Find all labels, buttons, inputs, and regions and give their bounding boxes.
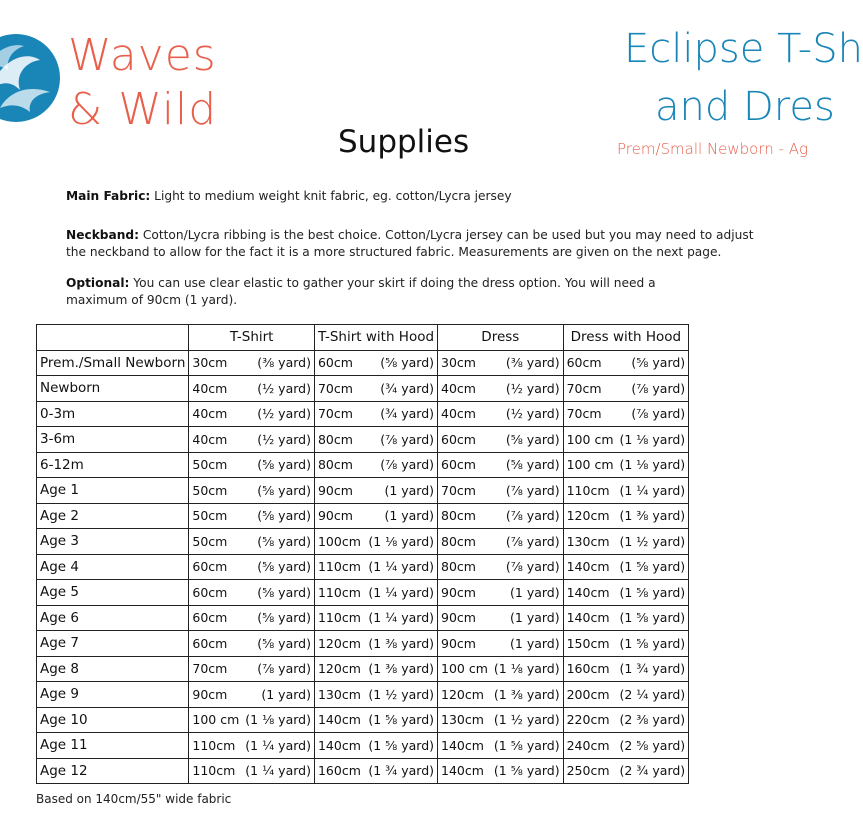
metric-length-cell: 140cm <box>563 554 616 580</box>
metric-length-cell: 70cm <box>563 376 616 402</box>
yard-length-cell: (⅝ yard) <box>242 452 314 478</box>
metric-length-cell: 60cm <box>189 631 242 657</box>
yard-length-cell: (⅝ yard) <box>491 427 563 453</box>
yard-length-cell: (2 ⅝ yard) <box>617 733 689 759</box>
table-header-tshirt-hood: T-Shirt with Hood <box>314 325 437 351</box>
size-cell: Age 5 <box>37 580 189 606</box>
metric-length-cell: 90cm <box>189 682 242 708</box>
yard-length-cell: (1 ½ yard) <box>491 707 563 733</box>
metric-length-cell: 200cm <box>563 682 616 708</box>
table-row <box>37 580 689 606</box>
yard-length-cell: (1 ⅝ yard) <box>617 580 689 606</box>
metric-length-cell: 90cm <box>314 503 364 529</box>
size-cell: 3-6m <box>37 427 189 453</box>
metric-length-cell: 40cm <box>189 401 242 427</box>
yard-length-cell: (1 ⅝ yard) <box>491 758 563 784</box>
pattern-title-line1: Eclipse T-Sh <box>624 26 863 72</box>
metric-length-cell: 120cm <box>314 656 364 682</box>
table-row <box>37 478 689 504</box>
yard-length-cell: (⅞ yard) <box>617 401 689 427</box>
yard-length-cell: (⅝ yard) <box>242 554 314 580</box>
yard-length-cell: (1 ¼ yard) <box>617 478 689 504</box>
table-row <box>37 707 689 733</box>
metric-length-cell: 60cm <box>438 427 491 453</box>
metric-length-cell: 110cm <box>189 758 242 784</box>
yard-length-cell: (1 ⅛ yard) <box>617 427 689 453</box>
size-cell: 0-3m <box>37 401 189 427</box>
yard-length-cell: (1 yard) <box>491 631 563 657</box>
yard-length-cell: (¾ yard) <box>364 401 437 427</box>
table-row <box>37 631 689 657</box>
metric-length-cell: 80cm <box>438 529 491 555</box>
metric-length-cell: 50cm <box>189 503 242 529</box>
metric-length-cell: 140cm <box>563 605 616 631</box>
yard-length-cell: (1 ⅝ yard) <box>617 605 689 631</box>
waves-logo-icon <box>0 30 62 130</box>
yard-length-cell: (⅝ yard) <box>491 452 563 478</box>
metric-length-cell: 50cm <box>189 529 242 555</box>
yard-length-cell: (2 ¼ yard) <box>617 682 689 708</box>
metric-length-cell: 140cm <box>438 733 491 759</box>
optional-text: You can use clear elastic to gather your skirt if doing the dress option. You will need a maximum of 90cm (1 yard). <box>66 276 656 307</box>
size-cell: Age 11 <box>37 733 189 759</box>
yard-length-cell: (⅞ yard) <box>491 529 563 555</box>
metric-length-cell: 100 cm <box>563 427 616 453</box>
metric-length-cell: 130cm <box>438 707 491 733</box>
metric-length-cell: 60cm <box>189 554 242 580</box>
yard-length-cell: (⅝ yard) <box>242 478 314 504</box>
table-row <box>37 656 689 682</box>
metric-length-cell: 240cm <box>563 733 616 759</box>
size-cell: Age 8 <box>37 656 189 682</box>
metric-length-cell: 70cm <box>563 401 616 427</box>
metric-length-cell: 60cm <box>563 350 616 376</box>
size-cell: Age 4 <box>37 554 189 580</box>
metric-length-cell: 80cm <box>438 554 491 580</box>
yard-length-cell: (⅜ yard) <box>242 350 314 376</box>
yard-length-cell: (1 ⅜ yard) <box>491 682 563 708</box>
size-cell: Age 12 <box>37 758 189 784</box>
yard-length-cell: (1 ¼ yard) <box>364 605 437 631</box>
brand-name-line1: Waves <box>68 30 217 81</box>
metric-length-cell: 40cm <box>438 376 491 402</box>
page-title: Supplies <box>338 124 470 160</box>
yard-length-cell: (1 yard) <box>364 503 437 529</box>
yard-length-cell: (1 ¾ yard) <box>364 758 437 784</box>
metric-length-cell: 110cm <box>189 733 242 759</box>
yard-length-cell: (1 ⅝ yard) <box>491 733 563 759</box>
yard-length-cell: (1 ¼ yard) <box>242 733 314 759</box>
yard-length-cell: (½ yard) <box>242 376 314 402</box>
metric-length-cell: 130cm <box>563 529 616 555</box>
yard-length-cell: (1 ⅜ yard) <box>617 503 689 529</box>
metric-length-cell: 100 cm <box>438 656 491 682</box>
table-header-size <box>37 325 189 351</box>
yard-length-cell: (⅞ yard) <box>491 478 563 504</box>
table-row <box>37 554 689 580</box>
size-cell: Age 9 <box>37 682 189 708</box>
table-header-tshirt: T-Shirt <box>189 325 315 351</box>
metric-length-cell: 70cm <box>189 656 242 682</box>
size-cell: Newborn <box>37 376 189 402</box>
table-row <box>37 733 689 759</box>
metric-length-cell: 30cm <box>438 350 491 376</box>
main-fabric-label: Main Fabric: <box>66 189 151 203</box>
yard-length-cell: (1 ½ yard) <box>364 682 437 708</box>
table-row <box>37 682 689 708</box>
size-cell: Prem./Small Newborn <box>37 350 189 376</box>
yard-length-cell: (⅝ yard) <box>242 605 314 631</box>
yard-length-cell: (1 ¾ yard) <box>617 656 689 682</box>
table-body <box>37 350 689 784</box>
yard-length-cell: (1 ½ yard) <box>617 529 689 555</box>
metric-length-cell: 60cm <box>189 580 242 606</box>
metric-length-cell: 30cm <box>189 350 242 376</box>
fabric-requirements-table <box>36 324 689 784</box>
metric-length-cell: 50cm <box>189 452 242 478</box>
neckband-paragraph <box>66 227 766 261</box>
yard-length-cell: (1 ¼ yard) <box>364 554 437 580</box>
table-header-dress-hood: Dress with Hood <box>563 325 689 351</box>
neckband-text: Cotton/Lycra ribbing is the best choice. Cotton/Lycra jersey can be used but you may need to adjust the neckband to allow for the fact it is a more structured fabric. Measurements are given on the next page. <box>66 228 754 259</box>
metric-length-cell: 50cm <box>189 478 242 504</box>
metric-length-cell: 40cm <box>438 401 491 427</box>
metric-length-cell: 60cm <box>189 605 242 631</box>
yard-length-cell: (⅝ yard) <box>364 350 437 376</box>
table-row <box>37 452 689 478</box>
metric-length-cell: 90cm <box>438 631 491 657</box>
yard-length-cell: (1 ⅜ yard) <box>364 656 437 682</box>
neckband-label: Neckband: <box>66 228 140 242</box>
yard-length-cell: (1 yard) <box>364 478 437 504</box>
table-row <box>37 350 689 376</box>
metric-length-cell: 100 cm <box>189 707 242 733</box>
metric-length-cell: 70cm <box>314 376 364 402</box>
yard-length-cell: (2 ¾ yard) <box>617 758 689 784</box>
yard-length-cell: (1 ⅛ yard) <box>617 452 689 478</box>
footnote: Based on 140cm/55" wide fabric <box>36 792 232 806</box>
yard-length-cell: (⅜ yard) <box>491 350 563 376</box>
metric-length-cell: 80cm <box>438 503 491 529</box>
metric-length-cell: 90cm <box>438 580 491 606</box>
yard-length-cell: (⅞ yard) <box>364 427 437 453</box>
metric-length-cell: 140cm <box>314 733 364 759</box>
yard-length-cell: (½ yard) <box>491 376 563 402</box>
metric-length-cell: 120cm <box>314 631 364 657</box>
metric-length-cell: 120cm <box>563 503 616 529</box>
yard-length-cell: (1 ⅝ yard) <box>364 733 437 759</box>
metric-length-cell: 60cm <box>314 350 364 376</box>
table-row <box>37 503 689 529</box>
table-header-row <box>37 325 689 351</box>
metric-length-cell: 70cm <box>438 478 491 504</box>
yard-length-cell: (⅞ yard) <box>617 376 689 402</box>
optional-paragraph <box>66 275 706 309</box>
optional-label: Optional: <box>66 276 130 290</box>
metric-length-cell: 110cm <box>314 605 364 631</box>
metric-length-cell: 160cm <box>563 656 616 682</box>
size-cell: Age 10 <box>37 707 189 733</box>
yard-length-cell: (⅝ yard) <box>242 503 314 529</box>
brand-name-line2: & Wild <box>68 84 218 135</box>
metric-length-cell: 140cm <box>563 580 616 606</box>
yard-length-cell: (1 ⅛ yard) <box>242 707 314 733</box>
size-cell: Age 3 <box>37 529 189 555</box>
yard-length-cell: (1 ⅝ yard) <box>617 554 689 580</box>
yard-length-cell: (1 ¼ yard) <box>364 580 437 606</box>
yard-length-cell: (⅞ yard) <box>242 656 314 682</box>
yard-length-cell: (⅝ yard) <box>242 631 314 657</box>
yard-length-cell: (⅝ yard) <box>242 529 314 555</box>
table-row <box>37 758 689 784</box>
yard-length-cell: (1 ⅝ yard) <box>617 631 689 657</box>
yard-length-cell: (2 ⅜ yard) <box>617 707 689 733</box>
yard-length-cell: (¾ yard) <box>364 376 437 402</box>
table-row <box>37 401 689 427</box>
metric-length-cell: 110cm <box>314 554 364 580</box>
table-row <box>37 529 689 555</box>
pattern-size-range: Prem/Small Newborn - Ag <box>617 140 808 158</box>
yard-length-cell: (⅞ yard) <box>491 554 563 580</box>
yard-length-cell: (1 ⅛ yard) <box>364 529 437 555</box>
metric-length-cell: 90cm <box>314 478 364 504</box>
metric-length-cell: 70cm <box>314 401 364 427</box>
table-row <box>37 605 689 631</box>
metric-length-cell: 90cm <box>438 605 491 631</box>
size-cell: Age 2 <box>37 503 189 529</box>
size-cell: Age 6 <box>37 605 189 631</box>
yard-length-cell: (½ yard) <box>491 401 563 427</box>
yard-length-cell: (1 yard) <box>491 605 563 631</box>
metric-length-cell: 40cm <box>189 376 242 402</box>
yard-length-cell: (1 ⅝ yard) <box>364 707 437 733</box>
metric-length-cell: 120cm <box>438 682 491 708</box>
yard-length-cell: (1 ¼ yard) <box>242 758 314 784</box>
metric-length-cell: 40cm <box>189 427 242 453</box>
size-cell: Age 1 <box>37 478 189 504</box>
metric-length-cell: 160cm <box>314 758 364 784</box>
yard-length-cell: (⅝ yard) <box>617 350 689 376</box>
size-cell: Age 7 <box>37 631 189 657</box>
metric-length-cell: 110cm <box>314 580 364 606</box>
metric-length-cell: 150cm <box>563 631 616 657</box>
yard-length-cell: (⅝ yard) <box>242 580 314 606</box>
table-row <box>37 427 689 453</box>
metric-length-cell: 60cm <box>438 452 491 478</box>
metric-length-cell: 250cm <box>563 758 616 784</box>
metric-length-cell: 140cm <box>438 758 491 784</box>
metric-length-cell: 130cm <box>314 682 364 708</box>
table-header-dress: Dress <box>438 325 564 351</box>
main-fabric-text: Light to medium weight knit fabric, eg. cotton/Lycra jersey <box>150 189 512 203</box>
size-cell: 6-12m <box>37 452 189 478</box>
metric-length-cell: 100cm <box>314 529 364 555</box>
yard-length-cell: (1 yard) <box>491 580 563 606</box>
yard-length-cell: (1 ⅛ yard) <box>491 656 563 682</box>
metric-length-cell: 100 cm <box>563 452 616 478</box>
main-fabric-paragraph <box>66 188 766 205</box>
yard-length-cell: (1 ⅜ yard) <box>364 631 437 657</box>
metric-length-cell: 110cm <box>563 478 616 504</box>
yard-length-cell: (½ yard) <box>242 427 314 453</box>
metric-length-cell: 80cm <box>314 452 364 478</box>
metric-length-cell: 80cm <box>314 427 364 453</box>
yard-length-cell: (1 yard) <box>242 682 314 708</box>
yard-length-cell: (⅞ yard) <box>364 452 437 478</box>
metric-length-cell: 140cm <box>314 707 364 733</box>
yard-length-cell: (⅞ yard) <box>491 503 563 529</box>
pattern-title-line2: and Dres <box>655 84 835 130</box>
table-row <box>37 376 689 402</box>
yard-length-cell: (½ yard) <box>242 401 314 427</box>
metric-length-cell: 220cm <box>563 707 616 733</box>
